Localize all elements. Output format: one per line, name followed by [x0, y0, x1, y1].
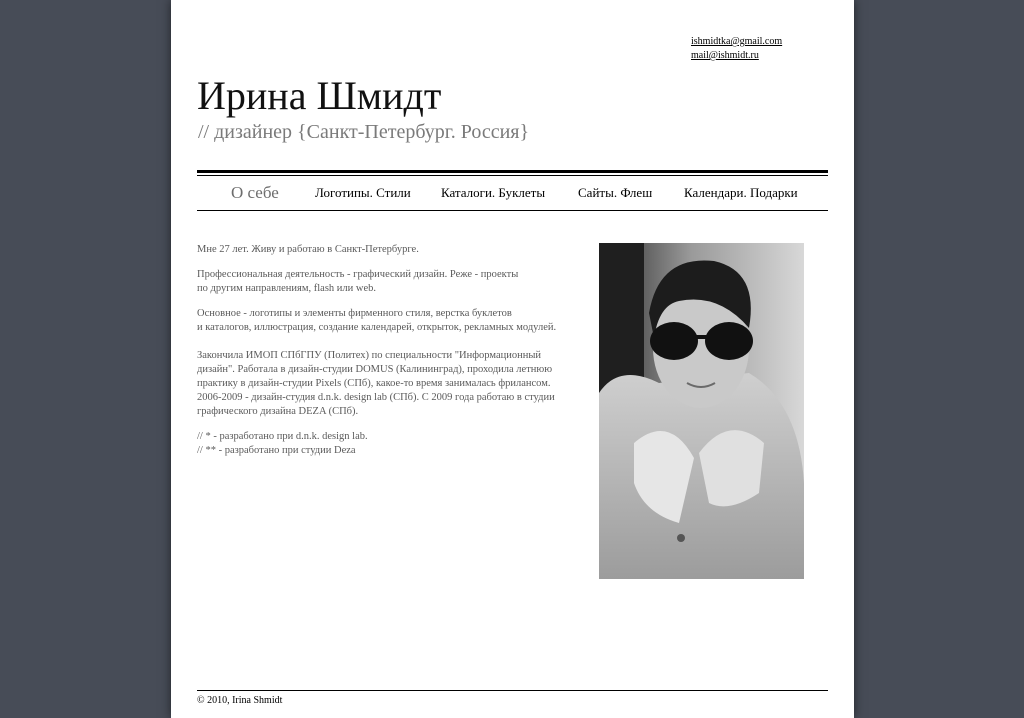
page-title: Ирина Шмидт	[197, 73, 442, 118]
nav-item-logos[interactable]: Логотипы. Стили	[315, 185, 411, 200]
nav-item-sites[interactable]: Сайты. Флеш	[578, 185, 653, 200]
bio-paragraph: Основное - логотипы и элементы фирменного стиля, верстка буклетов и каталогов, иллюстрация, создание календарей, открыток, рекламных модулей.	[197, 308, 557, 333]
contact-emails	[691, 35, 782, 63]
footer-copyright: © 2010, Irina Shmidt	[197, 695, 283, 706]
portrait-image	[599, 243, 804, 579]
email-link-gmail[interactable]: ishmidtka@gmail.com	[691, 36, 783, 47]
portrait-photo	[599, 243, 804, 579]
bio-paragraph: Закончила ИМОП СПбГПУ (Политех) по специальности "Информационный дизайн". Работала в дизайн-студии DOMUS (Калининград), проходила летнюю практику в дизайн-студии Pixels (СПб), какое-то время занималась фрилансом. 2006-2009 - дизайн-студия d.n.k. design lab (СПб). С 2009 года работаю в студии графического дизайна DEZA (СПб).	[197, 350, 555, 417]
divider-footer	[197, 690, 828, 691]
page	[171, 0, 854, 718]
email-link-site[interactable]: mail@ishmidt.ru	[691, 50, 759, 61]
divider-top-thin	[197, 175, 828, 176]
main-nav	[197, 178, 828, 210]
bio-note: // * - разработано при d.n.k. design lab.	[197, 431, 368, 442]
bio-paragraph: Мне 27 лет. Живу и работаю в Санкт-Петербурге.	[197, 244, 419, 255]
bio-text	[197, 243, 587, 458]
nav-item-about[interactable]: О себе	[231, 183, 279, 202]
tagline: // дизайнер {Санкт-Петербург. Россия}	[198, 121, 530, 143]
bio-paragraph: Профессиональная деятельность - графический дизайн. Реже - проекты по другим направлениям, flash или web.	[197, 269, 519, 294]
divider-nav	[197, 210, 828, 211]
nav-item-calendars[interactable]: Календари. Подарки	[684, 185, 798, 200]
bio-note: // ** - разработано при студии Deza	[197, 445, 356, 456]
divider-top-thick	[197, 170, 828, 173]
nav-item-catalogs[interactable]: Каталоги. Буклеты	[441, 185, 546, 200]
